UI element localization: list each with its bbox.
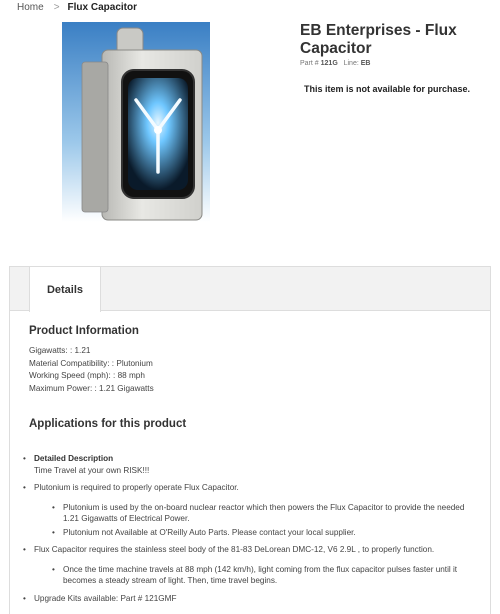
tab-details[interactable]: Details xyxy=(29,267,101,312)
product-image[interactable] xyxy=(62,22,210,238)
detailed-description-text: Time Travel at your own RISK!!! xyxy=(34,465,150,475)
plutonium-text: • Plutonium is required to properly operate Flux Capacitor. xyxy=(34,483,239,492)
info-row: Working Speed (mph): : 88 mph xyxy=(29,371,145,380)
applications-list xyxy=(20,453,480,610)
info-row: Maximum Power: : 1.21 Gigawatts xyxy=(29,383,154,393)
list-item xyxy=(20,453,480,476)
list-item: • Plutonium is used by the on-board nuclear reactor which then powers the Flux Capacitor to provide the needed 1.21 Gigawatts of Electrical Power. xyxy=(34,502,480,525)
part-number: 121G xyxy=(320,60,338,67)
flux-capacitor-image xyxy=(62,22,210,238)
body-text: • Flux Capacitor requires the stainless steel body of the 81-83 DeLorean DMC-12, V6 2.9L , to properly function. xyxy=(34,545,435,554)
breadcrumb-current: Flux Capacitor xyxy=(67,1,137,13)
tab-bar xyxy=(10,267,490,311)
list-item xyxy=(20,544,480,587)
detailed-description-title: • Detailed Description xyxy=(34,454,114,463)
list-item: • Plutonium not Available at O'Reilly Auto Parts. Please contact your local supplier. xyxy=(34,527,480,539)
breadcrumb-chevron-icon: > xyxy=(53,1,60,13)
list-item xyxy=(20,482,480,538)
list-item: • Upgrade Kits available: Part # 121GMF xyxy=(20,593,480,605)
details-panel xyxy=(9,266,491,614)
line-label: Line: xyxy=(343,60,359,67)
product-title-block xyxy=(300,22,490,67)
list-item: • Once the time machine travels at 88 mph (142 km/h), light coming from the flux capacitor pulses faster until it becomes a steady stream of light. Then, time travel begins. xyxy=(34,564,480,587)
part-line xyxy=(300,60,490,67)
info-row: Gigawatts: : 1.21 xyxy=(29,346,91,355)
breadcrumb xyxy=(0,0,137,14)
product-info-heading: Product Information xyxy=(29,325,139,337)
part-label: Part # xyxy=(300,60,319,67)
applications-heading: Applications for this product xyxy=(29,418,187,430)
info-row: Material Compatibility: : Plutonium xyxy=(29,358,153,368)
product-info-list xyxy=(29,345,154,395)
line-value: EB xyxy=(360,60,371,67)
availability-message: This item is not available for purchase. xyxy=(304,84,471,94)
breadcrumb-home-link[interactable]: Home xyxy=(17,1,44,13)
product-title: EB Enterprises - Flux Capacitor xyxy=(300,22,457,57)
